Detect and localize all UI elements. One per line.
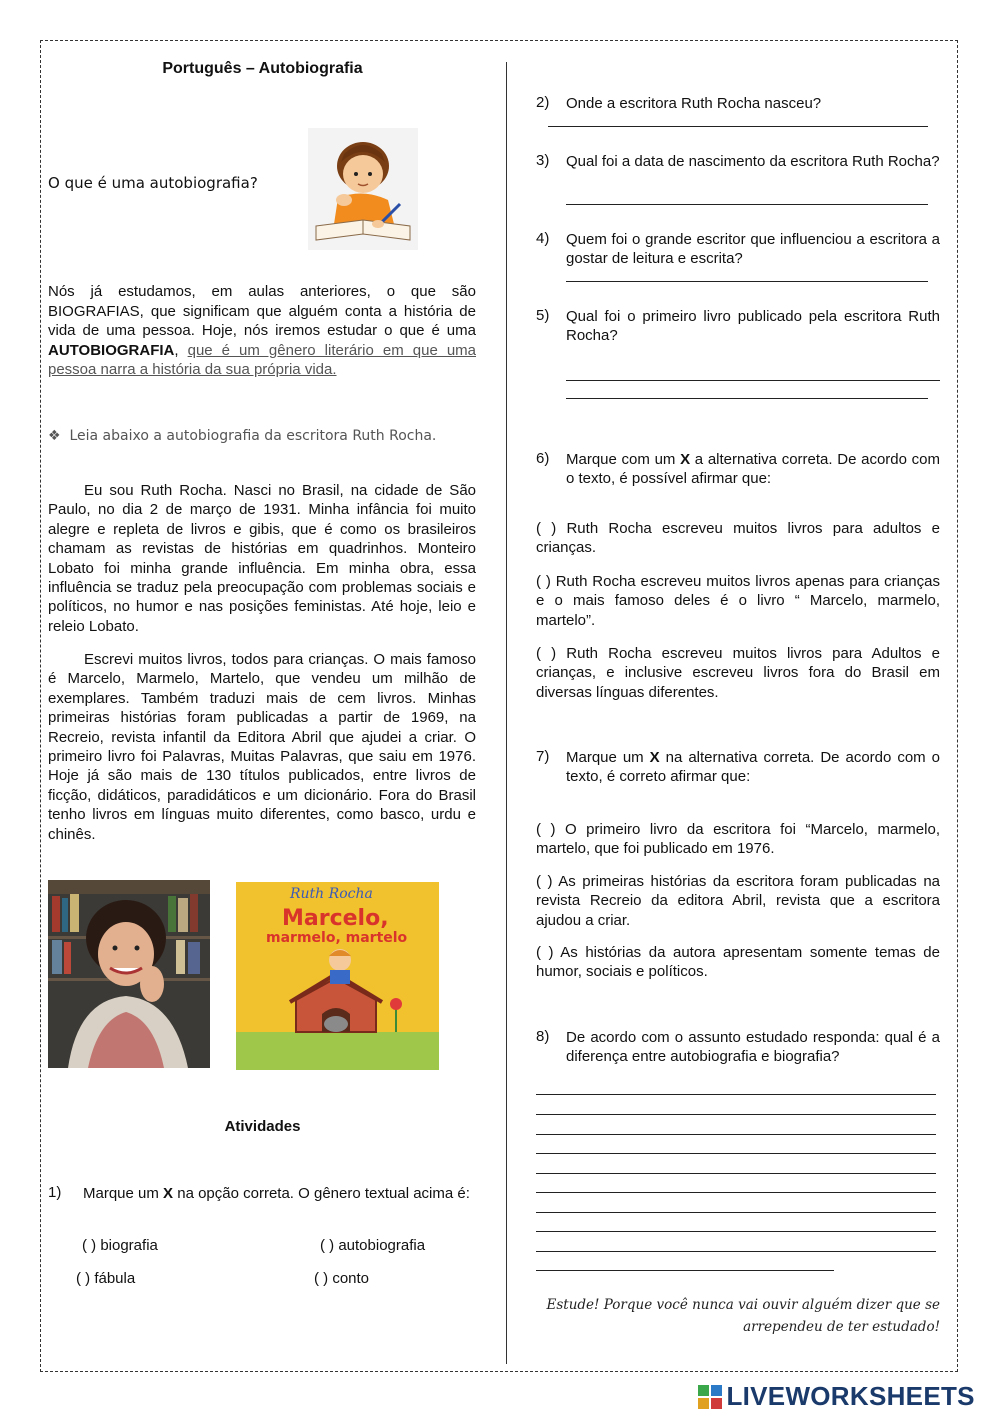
q8-answer-line[interactable] <box>536 1192 936 1193</box>
diamond-bullet-icon: ❖ <box>48 428 61 444</box>
q5-answer-line-2[interactable] <box>566 398 928 399</box>
q5-text: Qual foi o primeiro livro publicado pela escritora Ruth Rocha? <box>566 308 940 345</box>
autobiografia-term: AUTOBIOGRAFIA <box>48 341 175 359</box>
q8-answer-line[interactable] <box>536 1231 936 1232</box>
q8-answer-line[interactable] <box>536 1212 936 1213</box>
book-title-line1: Marcelo, <box>282 906 389 931</box>
activities-heading: Atividades <box>224 1118 301 1135</box>
q7-number: 7) <box>536 748 550 765</box>
page-title: Português – Autobiografia <box>162 60 363 77</box>
liveworksheets-logo-icon <box>698 1385 722 1409</box>
q1-option-conto[interactable]: ( ) conto <box>314 1270 370 1287</box>
child-writing-illustration <box>308 128 418 250</box>
q4-number: 4) <box>536 230 550 247</box>
q6-text: Marque com um X a alternativa correta. De acordo com o texto, é possível afirmar que: <box>566 451 940 488</box>
q1-text: Marque um X na opção correta. O gênero textual acima é: <box>83 1185 470 1202</box>
book-cover-marcelo <box>236 882 439 1070</box>
intro-question: O que é uma autobiografia? <box>48 174 258 192</box>
q8-answer-line[interactable] <box>536 1153 936 1154</box>
q2-answer-line[interactable] <box>548 126 928 127</box>
q8-answer-line-last[interactable] <box>536 1270 834 1271</box>
q3-text: Qual foi a data de nascimento da escritora Ruth Rocha? <box>566 153 940 170</box>
definition-underlined: que é um gênero literário em que uma pessoa narra a história da sua própria vida. <box>48 341 477 378</box>
book-title-line2: marmelo, martelo <box>266 930 408 946</box>
q1-option-fabula[interactable]: ( ) fábula <box>76 1270 136 1287</box>
q3-number: 3) <box>536 152 550 169</box>
q8-text: De acordo com o assunto estudado responda: qual é a diferença entre autobiografia e biografia? <box>566 1029 940 1066</box>
q8-answer-line[interactable] <box>536 1134 936 1135</box>
q5-answer-line-1[interactable] <box>566 380 940 381</box>
q8-answer-line[interactable] <box>536 1094 936 1095</box>
autobiography-paragraph-2: Escrevi muitos livros, todos para crianças. O mais famoso é Marcelo, Marmelo, Martelo, que vendeu um milhão de exemplares. Também traduzi mais de cem livros. Minhas primeiras histórias foram publicadas a partir de 1969, na Recreio, revista infantil da Editora Abril que ajudei a criar. O primeiro livro foi Palavras, Muitas Palavras, que saiu em 1976. Hoje já são mais de 130 títulos publicados, entre livros de ficção, didáticos, paradidáticos e um dicionário. Fora do Brasil tenho livros em línguas muito diferentes, como basco, urdu e chinês. <box>48 651 476 843</box>
ruth-rocha-photo <box>48 880 210 1068</box>
book-author: Ruth Rocha <box>290 886 373 902</box>
intro-paragraph: Nós já estudamos, em aulas anteriores, o que são BIOGRAFIAS, que significam que alguém conta a história de vida de uma pessoa. Hoje, nós iremos estudar o que é uma AUTOBIOGRAFIA, que é um gênero literário em que uma pessoa narra a história da sua própria vida. <box>48 283 477 378</box>
q8-number: 8) <box>536 1028 550 1045</box>
q7-option-1[interactable]: ( ) O primeiro livro da escritora foi “Marcelo, marmelo, martelo, que foi publicado em 1976. <box>536 821 940 858</box>
q6-option-3[interactable]: ( ) Ruth Rocha escreveu muitos livros para Adultos e crianças, e inclusive escreveu livros fora do Brasil em diversas línguas diferentes. <box>536 645 940 701</box>
reading-instruction: ❖ Leia abaixo a autobiografia da escritora Ruth Rocha. <box>48 428 437 444</box>
q2-text: Onde a escritora Ruth Rocha nasceu? <box>566 95 822 112</box>
autobiography-paragraph-1: Eu sou Ruth Rocha. Nasci no Brasil, na cidade de São Paulo, no dia 2 de março de 1931. Minha infância foi muito alegre e repleta de livros e gibis, que é como os brasileiros chamam as revistas de histórias em quadrinhos. Monteiro Lobato foi minha grande influência. Em minha obra, essa influência se traduz pela preocupação com problemas sociais e políticos, no humor e nas posições feministas. Até hoje, leio e releio Lobato. <box>48 482 476 635</box>
q1-number: 1) <box>48 1184 62 1201</box>
q3-answer-line[interactable] <box>566 204 928 205</box>
q4-text: Quem foi o grande escritor que influenciou a escritora a gostar de leitura e escrita? <box>566 231 940 268</box>
motivational-quote: Estude! Porque você nunca vai ouvir alguém dizer que se arrependeu de ter estudado! <box>546 1297 940 1335</box>
q7-option-2[interactable]: ( ) As primeiras histórias da escritora foram publicadas na revista Recreio da editora Abril, revista que a escritora ajudou a criar. <box>536 873 940 929</box>
q4-answer-line[interactable] <box>566 281 928 282</box>
q6-number: 6) <box>536 450 550 467</box>
q5-number: 5) <box>536 307 550 324</box>
liveworksheets-logo <box>698 1381 975 1412</box>
q8-answer-line[interactable] <box>536 1173 936 1174</box>
column-divider <box>506 62 507 1364</box>
q7-text: Marque um X na alternativa correta. De acordo com o texto, é correto afirmar que: <box>566 749 940 786</box>
q1-option-biografia[interactable]: ( ) biografia <box>82 1237 158 1254</box>
q7-option-3[interactable]: ( ) As histórias da autora apresentam somente temas de humor, sociais e políticos. <box>536 944 940 981</box>
q6-option-2[interactable]: ( ) Ruth Rocha escreveu muitos livros apenas para crianças e o mais famoso deles é o livro “ Marcelo, marmelo, martelo”. <box>536 573 940 629</box>
q8-answer-line[interactable] <box>536 1251 936 1252</box>
q8-answer-line[interactable] <box>536 1114 936 1115</box>
q2-number: 2) <box>536 94 550 111</box>
q1-option-autobiografia[interactable]: ( ) autobiografia <box>320 1237 426 1254</box>
brand-name: LIVEWORKSHEETS <box>726 1381 975 1411</box>
q6-option-1[interactable]: ( ) Ruth Rocha escreveu muitos livros para adultos e crianças. <box>536 520 940 557</box>
